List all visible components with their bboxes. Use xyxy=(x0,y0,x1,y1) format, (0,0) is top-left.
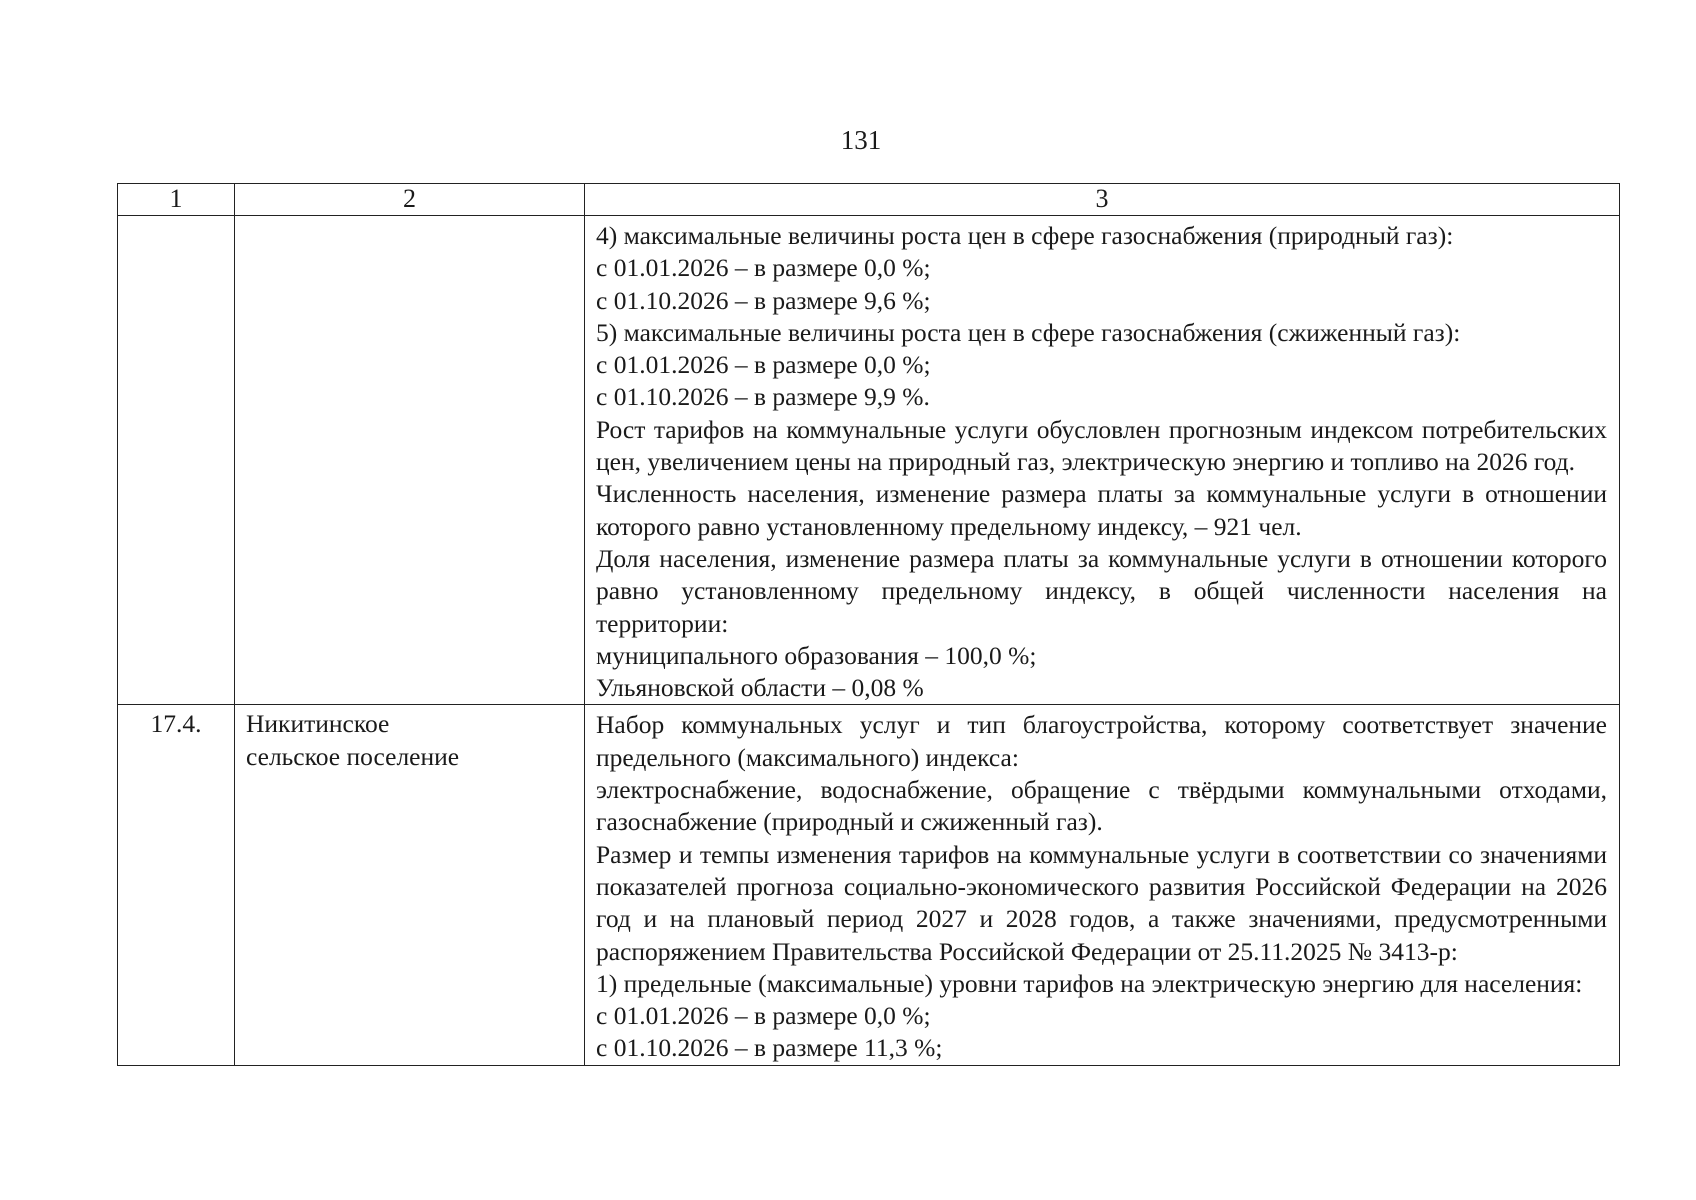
table-header-row xyxy=(118,184,1620,216)
paragraph: с 01.10.2026 – в размере 9,9 %. xyxy=(596,382,930,412)
header-col-1: 1 xyxy=(118,184,235,216)
row-number-cell xyxy=(118,216,235,705)
page-number: 131 xyxy=(840,125,882,155)
paragraph: Набор коммунальных услуг и тип благоустройства, которому соответствует значение предельного (максимального) индекса: xyxy=(596,710,1607,772)
municipality-name-cell xyxy=(235,216,585,705)
header-col-2: 2 xyxy=(235,184,585,216)
municipality-name-line-2: сельское поселение xyxy=(246,741,460,771)
paragraph: с 01.10.2026 – в размере 11,3 %; xyxy=(596,1033,943,1063)
paragraph: с 01.01.2026 – в размере 0,0 %; xyxy=(596,1001,931,1031)
paragraph: Доля населения, изменение размера платы за коммунальные услуги в отношении которого равно установленному предельному индексу, в общей численности населения на территории: xyxy=(596,543,1607,638)
paragraph: электроснабжение, водоснабжение, обращение с твёрдыми коммунальными отходами, газоснабжение (природный и сжиженный газ). xyxy=(596,775,1607,837)
paragraph: с 01.01.2026 – в размере 0,0 %; xyxy=(596,350,931,380)
paragraph: 4) максимальные величины роста цен в сфере газоснабжения (природный газ): xyxy=(596,221,1454,250)
paragraph: Размер и темпы изменения тарифов на коммунальные услуги в соответствии со значениями показателей прогноза социально-экономического развития Российской Федерации на 2026 год и на плановый период 2027 и 2028 годов, а также значениями, предусмотренными распоряжением Правительства Российской Федерации от 25.11.2025 № 3413-р: xyxy=(596,839,1607,966)
paragraph: Ульяновской области – 0,08 % xyxy=(596,673,924,703)
paragraph: Рост тарифов на коммунальные услуги обусловлен прогнозным индексом потребительских цен, увеличением цены на природный газ, электрическую энергию и топливо на 2026 год. xyxy=(596,414,1607,477)
paragraph: Численность населения, изменение размера платы за коммунальные услуги в отношении которого равно установленному предельному индексу, – 921 чел. xyxy=(596,479,1607,541)
tariff-description-cell xyxy=(585,705,1620,1065)
paragraph: с 01.10.2026 – в размере 9,6 %; xyxy=(596,285,931,315)
paragraph: муниципального образования – 100,0 %; xyxy=(596,640,1037,670)
table-row-17-4 xyxy=(118,705,1620,1065)
paragraph: с 01.01.2026 – в размере 0,0 %; xyxy=(596,253,931,283)
municipality-name-line-1: Никитинское xyxy=(246,709,390,739)
header-col-3: 3 xyxy=(585,184,1620,216)
tariff-table xyxy=(117,183,1620,1066)
municipality-name-cell xyxy=(235,705,585,1065)
paragraph: 1) предельные (максимальные) уровни тарифов на электрическую энергию для населения: xyxy=(596,968,1583,998)
paragraph: 5) максимальные величины роста цен в сфере газоснабжения (сжиженный газ): xyxy=(596,317,1461,347)
table-row-continued xyxy=(118,216,1620,705)
tariff-description-cell xyxy=(585,216,1620,705)
row-number-cell: 17.4. xyxy=(118,705,235,1065)
